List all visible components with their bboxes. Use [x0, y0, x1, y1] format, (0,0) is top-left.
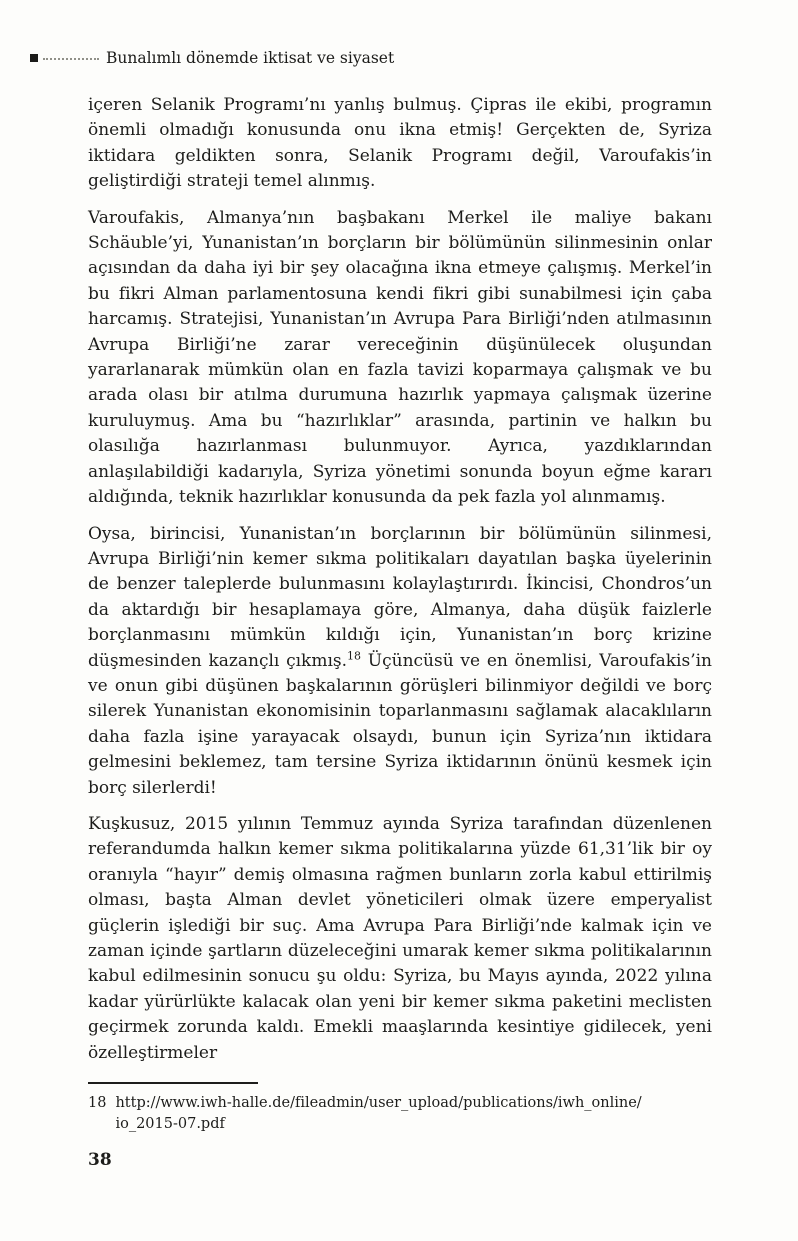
footnote-separator: [88, 1082, 258, 1084]
footnote-url-line2: io_2015-07.pdf: [115, 1115, 225, 1132]
page-number: 38: [88, 1150, 112, 1170]
footnote-area: [88, 1082, 712, 1134]
footnote-number: 18: [88, 1095, 107, 1111]
square-bullet-icon: [30, 54, 38, 62]
body-text: [88, 93, 712, 1077]
page-header: [30, 49, 394, 67]
paragraph: [88, 522, 712, 801]
paragraph-text: Üçüncüsü ve en önemlisi, Varoufakis’in ve onun gibi düşünen başkalarının görüşleri bilinmiyor değildi ve borç silerek Yunanistan ekonomisinin toparlanmasını sağlamak alacaklıların daha fazla işine yarayacak olsaydı, bunun için Syriza’nın iktidara gelmesini beklemez, tam tersine Syriza iktidarının önünü kesmek için borç silerlerdi!: [88, 650, 712, 798]
running-header-title: Bunalımlı dönemde iktisat ve siyaset: [106, 49, 395, 67]
footnote-url-line1: http://www.iwh-halle.de/fileadmin/user_upload/publications/iwh_online/: [115, 1095, 642, 1111]
footnote-text: [115, 1093, 712, 1134]
paragraph: içeren Selanik Programı’nı yanlış bulmuş. Çipras ile ekibi, programın önemli olmadığı konusunda onu ikna etmiş! Gerçekten de, Syriza iktidara geldikten sonra, Selanik Programı değil, Varoufakis’in geliştirdiği strateji temel alınmış.: [88, 95, 712, 192]
paragraph: Varoufakis, Almanya’nın başbakanı Merkel ile maliye bakanı Schäuble’yi, Yunanistan’ın borçların bir bölümünün silinmesinin onlar açısından da daha iyi bir şey olacağına ikna etmeye çalışmış. Merkel’in bu fikri Alman parlamentosuna kendi fikri gibi sunabilmesi için çaba harcamış. Stratejisi, Yunanistan’ın Avrupa Para Birliği’nden atılmasının Avrupa Birliği’ne zarar vereceğinin düşünülecek oluşundan yararlanarak mümkün olan en fazla tavizi koparmaya çalışmak ve bu arada olası bir atılma durumuna hazırlık yapmaya çalışmak üzerine kuruluymuş. Ama bu “hazırlıklar” arasında, partinin ve halkın bu olasılığa hazırlanması bulunmuyor. Ayrıca, yazdıklarından anlaşılabildiği kadarıyla, Syriza yönetimi sonunda boyun eğme kararı aldığında, teknik hazırlıklar konusunda da pek fazla yol alınmamış.: [88, 207, 712, 508]
paragraph-text: Oysa, birincisi, Yunanistan’ın borçlarının bir bölümünün silinmesi, Avrupa Birliği’nin kemer sıkma politikaları dayatılan başka üyelerinin de benzer taleplerde bulunmasını kolaylaştırırdı. İkincisi, Chondros’un da aktardığı bir hesaplamaya göre, Almanya, daha düşük faizlerle borçlanmasını mümkün kıldığı için, Yunanistan’ın borç krizine düşmesinden kazançlı çıkmış.: [88, 523, 712, 671]
footnote: [88, 1093, 712, 1134]
dotted-leader: [43, 58, 99, 60]
footnote-ref: 18: [347, 648, 362, 662]
paragraph: Kuşkusuz, 2015 yılının Temmuz ayında Syriza tarafından düzenlenen referandumda halkın kemer sıkma politikalarına yüzde 61,31’lik bir oy oranıyla “hayır” demiş olmasına rağmen bunların zorla kabul ettirilmiş olması, başta Alman devlet yöneticileri olmak üzere emperyalist güçlerin işlediği bir suç. Ama Avrupa Para Birliği’nde kalmak için ve zaman içinde şartların düzeleceğini umarak kemer sıkma politikalarının kabul edilmesinin sonucu şu oldu: Syriza, bu Mayıs ayında, 2022 yılına kadar yürürlükte kalacak olan yeni bir kemer sıkma paketini meclisten geçirmek zorunda kaldı. Emekli maaşlarında kesintiye gidilecek, yeni özelleştirmeler: [88, 813, 712, 1063]
